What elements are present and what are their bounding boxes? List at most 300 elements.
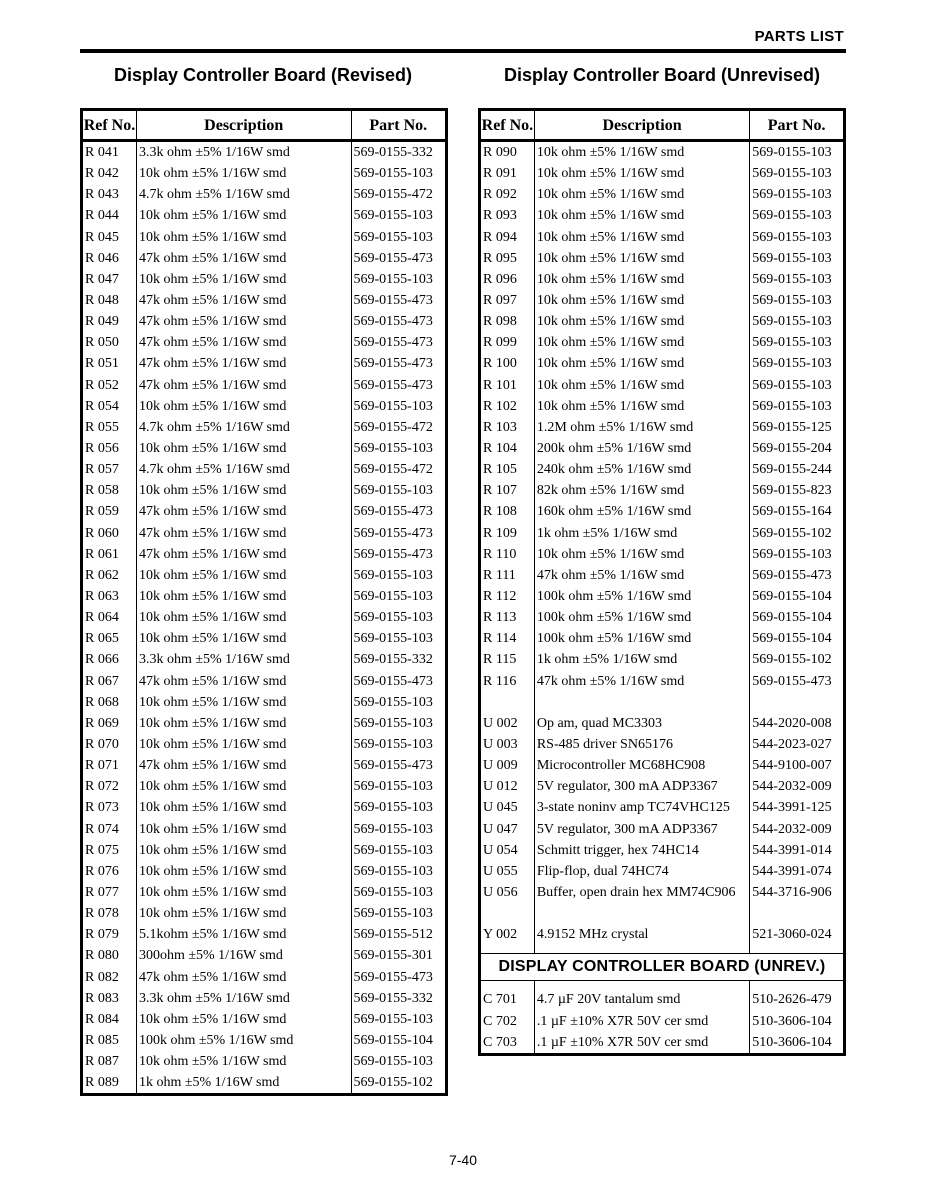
ref-cell: R 071	[85, 758, 119, 774]
ref-cell: R 054	[85, 398, 119, 414]
table-row	[82, 375, 447, 396]
part-no-cell: 569-0155-103	[750, 184, 845, 205]
left-parts-table	[80, 108, 448, 1096]
ref-cell: R 093	[483, 208, 517, 224]
description-cell: 10k ohm ±5% 1/16W smd	[136, 586, 351, 607]
description-cell: 47k ohm ±5% 1/16W smd	[534, 671, 749, 692]
description-cell: 10k ohm ±5% 1/16W smd	[136, 565, 351, 586]
description-cell: 3-state noninv amp TC74VHC125	[534, 797, 749, 818]
description-cell: 47k ohm ±5% 1/16W smd	[136, 332, 351, 353]
table-row	[82, 396, 447, 417]
description-cell: 10k ohm ±5% 1/16W smd	[136, 438, 351, 459]
table-row	[480, 861, 845, 882]
table-row	[480, 205, 845, 226]
part-no-cell: 510-2626-479	[750, 989, 845, 1010]
description-cell: 4.7k ohm ±5% 1/16W smd	[136, 417, 351, 438]
description-cell: 1k ohm ±5% 1/16W smd	[534, 523, 749, 544]
ref-cell: R 064	[85, 610, 119, 626]
table-row	[480, 332, 845, 353]
part-no-cell: 569-0155-102	[351, 1072, 447, 1095]
table-row	[82, 1030, 447, 1051]
part-no-cell: 569-0155-473	[351, 332, 447, 353]
description-cell: 10k ohm ±5% 1/16W smd	[534, 184, 749, 205]
description-cell: 82k ohm ±5% 1/16W smd	[534, 480, 749, 501]
ref-cell: R 114	[483, 631, 517, 647]
ref-cell: R 069	[85, 715, 119, 731]
table-row	[480, 248, 845, 269]
left-table-title: Display Controller Board (Revised)	[113, 65, 413, 85]
part-no-cell: 569-0155-103	[750, 227, 845, 248]
description-cell: 4.9152 MHz crystal	[534, 924, 749, 945]
part-no-cell: 569-0155-103	[750, 353, 845, 374]
ref-cell: U 056	[483, 884, 518, 900]
part-no-cell: 544-3991-125	[750, 797, 845, 818]
description-cell: 100k ohm ±5% 1/16W smd	[534, 586, 749, 607]
table-row	[82, 227, 447, 248]
part-no-cell: 569-0155-103	[750, 205, 845, 226]
part-no-cell: 510-3606-104	[750, 1010, 845, 1031]
description-cell: Microcontroller MC68HC908	[534, 755, 749, 776]
table-row	[82, 163, 447, 184]
table-row	[480, 1032, 845, 1055]
description-cell: Op am, quad MC3303	[534, 713, 749, 734]
part-no-cell: 521-3060-024	[750, 924, 845, 945]
part-no-cell: 569-0155-473	[351, 311, 447, 332]
table-row	[82, 1009, 447, 1030]
description-cell: 47k ohm ±5% 1/16W smd	[136, 671, 351, 692]
part-no-cell: 569-0155-332	[351, 141, 447, 164]
ref-cell: R 070	[85, 737, 119, 752]
ref-cell: R 043	[85, 187, 119, 203]
part-no-cell: 569-0155-103	[351, 734, 447, 755]
ref-cell: R 078	[85, 906, 119, 922]
section-heading: DISPLAY CONTROLLER BOARD (UNREV.)	[480, 954, 845, 981]
description-cell: 4.7k ohm ±5% 1/16W smd	[136, 459, 351, 480]
description-cell: 10k ohm ±5% 1/16W smd	[136, 776, 351, 797]
table-row	[480, 755, 845, 776]
ref-cell: R 052	[85, 377, 119, 393]
part-no-cell: 569-0155-332	[351, 988, 447, 1009]
ref-cell: C 702	[483, 1013, 517, 1029]
table-header-row	[480, 110, 845, 141]
part-no-cell: 569-0155-103	[351, 565, 447, 586]
part-no-cell: 569-0155-103	[750, 141, 845, 164]
table-row	[82, 353, 447, 374]
ref-cell: R 082	[85, 969, 119, 985]
part-no-cell: 569-0155-103	[351, 1051, 447, 1072]
description-cell: 300ohm ±5% 1/16W smd	[136, 945, 351, 966]
section-header: PARTS LIST	[754, 28, 844, 45]
part-no-cell: 569-0155-103	[351, 861, 447, 882]
description-cell: 10k ohm ±5% 1/16W smd	[534, 311, 749, 332]
ref-cell: R 075	[85, 842, 119, 858]
description-cell: 100k ohm ±5% 1/16W smd	[136, 1030, 351, 1051]
ref-cell: R 047	[85, 271, 119, 287]
section-heading-row	[480, 954, 845, 981]
description-cell: 1.2M ohm ±5% 1/16W smd	[534, 417, 749, 438]
part-no-cell: 569-0155-103	[351, 692, 447, 713]
part-no-cell: 569-0155-103	[351, 840, 447, 861]
table-row	[480, 713, 845, 734]
ref-cell: R 065	[85, 631, 119, 647]
ref-cell: R 062	[85, 567, 119, 583]
ref-cell: R 109	[483, 525, 517, 541]
table-row	[82, 248, 447, 269]
description-cell: 10k ohm ±5% 1/16W smd	[136, 861, 351, 882]
table-row	[480, 417, 845, 438]
part-no-cell: 569-0155-473	[351, 755, 447, 776]
part-no-cell: 544-2032-009	[750, 776, 845, 797]
blank-row	[480, 945, 845, 954]
part-no-cell: 569-0155-104	[351, 1030, 447, 1051]
part-no-cell: 569-0155-104	[750, 586, 845, 607]
part-no-cell: 569-0155-103	[750, 248, 845, 269]
part-no-cell: 569-0155-103	[351, 163, 447, 184]
ref-cell: R 080	[85, 948, 119, 964]
part-no-cell: 569-0155-204	[750, 438, 845, 459]
empty-cell	[534, 981, 749, 990]
table-row	[480, 776, 845, 797]
ref-cell: R 102	[483, 398, 517, 414]
table-row	[480, 438, 845, 459]
part-no-cell: 569-0155-103	[351, 607, 447, 628]
ref-cell: R 095	[483, 250, 517, 266]
ref-cell: R 098	[483, 314, 517, 330]
page-number: 7-40	[448, 1152, 478, 1168]
description-cell: RS-485 driver SN65176	[534, 734, 749, 755]
table-row	[82, 966, 447, 987]
part-no-cell: 569-0155-472	[351, 184, 447, 205]
ref-cell: R 116	[483, 673, 517, 689]
part-no-cell: 569-0155-473	[351, 523, 447, 544]
description-cell: 10k ohm ±5% 1/16W smd	[136, 882, 351, 903]
description-cell: 5V regulator, 300 mA ADP3367	[534, 819, 749, 840]
part-no-cell: 569-0155-125	[750, 417, 845, 438]
table-row	[82, 311, 447, 332]
ref-cell: R 101	[483, 377, 517, 393]
table-row	[82, 523, 447, 544]
table-row	[82, 184, 447, 205]
table-row	[82, 819, 447, 840]
description-cell: 10k ohm ±5% 1/16W smd	[136, 163, 351, 184]
part-no-cell: 569-0155-103	[351, 903, 447, 924]
part-no-cell: 569-0155-103	[351, 776, 447, 797]
empty-cell	[480, 692, 535, 713]
table-row	[480, 396, 845, 417]
part-no-cell: 569-0155-103	[351, 396, 447, 417]
table-row	[82, 734, 447, 755]
description-cell: 10k ohm ±5% 1/16W smd	[136, 713, 351, 734]
part-no-cell: 569-0155-103	[750, 396, 845, 417]
table-row	[82, 776, 447, 797]
description-cell: 200k ohm ±5% 1/16W smd	[534, 438, 749, 459]
part-no-cell: 544-9100-007	[750, 755, 845, 776]
ref-cell: U 047	[483, 821, 518, 837]
part-no-cell: 569-0155-103	[750, 375, 845, 396]
table-row	[480, 227, 845, 248]
description-cell: Flip-flop, dual 74HC74	[534, 861, 749, 882]
description-cell: 10k ohm ±5% 1/16W smd	[136, 628, 351, 649]
ref-cell: R 048	[85, 293, 119, 309]
ref-cell: R 051	[85, 356, 119, 372]
ref-cell: R 066	[85, 652, 119, 668]
ref-cell: R 049	[85, 314, 119, 330]
ref-cell: R 077	[85, 884, 119, 900]
part-no-cell: 544-2032-009	[750, 819, 845, 840]
description-cell: 10k ohm ±5% 1/16W smd	[534, 353, 749, 374]
part-no-cell: 569-0155-103	[351, 882, 447, 903]
ref-cell: U 003	[483, 737, 518, 752]
table-row	[480, 459, 845, 480]
table-row	[480, 184, 845, 205]
part-no-cell: 569-0155-103	[750, 332, 845, 353]
ref-cell: U 055	[483, 863, 518, 879]
ref-cell: R 090	[483, 145, 517, 161]
ref-cell: R 067	[85, 673, 119, 689]
description-cell: 10k ohm ±5% 1/16W smd	[136, 607, 351, 628]
part-no-cell: 544-3991-074	[750, 861, 845, 882]
table-row	[480, 819, 845, 840]
ref-cell: C 703	[483, 1034, 517, 1050]
part-no-cell: 544-2023-027	[750, 734, 845, 755]
description-cell: 10k ohm ±5% 1/16W smd	[136, 205, 351, 226]
ref-cell: R 046	[85, 250, 119, 266]
ref-cell: R 041	[85, 145, 119, 161]
description-cell: 10k ohm ±5% 1/16W smd	[534, 141, 749, 164]
table-row	[480, 353, 845, 374]
ref-cell: R 113	[483, 610, 517, 626]
table-row	[82, 903, 447, 924]
description-cell: 160k ohm ±5% 1/16W smd	[534, 501, 749, 522]
empty-cell	[534, 692, 749, 713]
description-cell: 10k ohm ±5% 1/16W smd	[136, 734, 351, 755]
description-cell: 10k ohm ±5% 1/16W smd	[534, 396, 749, 417]
ref-cell: R 111	[483, 567, 516, 583]
part-no-cell: 569-0155-104	[750, 607, 845, 628]
description-cell: 47k ohm ±5% 1/16W smd	[136, 523, 351, 544]
part-no-cell: 569-0155-473	[351, 375, 447, 396]
blank-row	[480, 692, 845, 713]
part-no-cell: 569-0155-244	[750, 459, 845, 480]
description-cell: 100k ohm ±5% 1/16W smd	[534, 628, 749, 649]
part-no-cell: 569-0155-823	[750, 480, 845, 501]
part-no-cell: 569-0155-473	[351, 966, 447, 987]
part-no-cell: 569-0155-103	[750, 311, 845, 332]
description-cell: 10k ohm ±5% 1/16W smd	[534, 269, 749, 290]
table-row	[82, 480, 447, 501]
part-no-cell: 569-0155-102	[750, 649, 845, 670]
description-cell: 100k ohm ±5% 1/16W smd	[534, 607, 749, 628]
table-row	[480, 989, 845, 1010]
empty-cell	[750, 945, 845, 954]
part-no-cell: 569-0155-102	[750, 523, 845, 544]
table-row	[480, 840, 845, 861]
column-header-description: Description	[534, 110, 749, 141]
table-row	[480, 141, 845, 164]
ref-cell: U 054	[483, 842, 518, 858]
description-cell: 10k ohm ±5% 1/16W smd	[136, 692, 351, 713]
description-cell: 1k ohm ±5% 1/16W smd	[534, 649, 749, 670]
description-cell: 47k ohm ±5% 1/16W smd	[136, 353, 351, 374]
part-no-cell: 569-0155-103	[351, 586, 447, 607]
ref-cell: R 096	[483, 271, 517, 287]
description-cell: 10k ohm ±5% 1/16W smd	[136, 1051, 351, 1072]
ref-cell: R 104	[483, 441, 517, 457]
part-no-cell: 569-0155-103	[351, 713, 447, 734]
empty-cell	[750, 981, 845, 990]
part-no-cell: 569-0155-473	[351, 671, 447, 692]
empty-cell	[534, 903, 749, 924]
table-row	[82, 438, 447, 459]
description-cell: 47k ohm ±5% 1/16W smd	[136, 755, 351, 776]
table-row	[82, 459, 447, 480]
description-cell: .1 µF ±10% X7R 50V cer smd	[534, 1010, 749, 1031]
ref-cell: R 083	[85, 990, 119, 1006]
description-cell: 47k ohm ±5% 1/16W smd	[534, 565, 749, 586]
ref-cell: R 063	[85, 589, 119, 605]
table-row	[82, 755, 447, 776]
ref-cell: Y 002	[483, 927, 518, 943]
description-cell: 3.3k ohm ±5% 1/16W smd	[136, 649, 351, 670]
table-row	[82, 649, 447, 670]
ref-cell: R 076	[85, 863, 119, 879]
description-cell: 10k ohm ±5% 1/16W smd	[136, 396, 351, 417]
ref-cell: R 085	[85, 1032, 119, 1048]
description-cell: .1 µF ±10% X7R 50V cer smd	[534, 1032, 749, 1055]
description-cell: 10k ohm ±5% 1/16W smd	[136, 480, 351, 501]
table-row	[82, 671, 447, 692]
description-cell: 10k ohm ±5% 1/16W smd	[136, 819, 351, 840]
table-row	[480, 586, 845, 607]
part-no-cell: 544-3991-014	[750, 840, 845, 861]
description-cell: 10k ohm ±5% 1/16W smd	[534, 205, 749, 226]
right-table-title: Display Controller Board (Unrevised)	[503, 65, 821, 85]
ref-cell: R 073	[85, 800, 119, 816]
table-row	[480, 544, 845, 565]
part-no-cell: 544-2020-008	[750, 713, 845, 734]
part-no-cell: 569-0155-103	[351, 819, 447, 840]
part-no-cell: 569-0155-103	[351, 1009, 447, 1030]
part-no-cell: 569-0155-103	[750, 544, 845, 565]
ref-cell: U 002	[483, 715, 518, 731]
part-no-cell: 569-0155-301	[351, 945, 447, 966]
ref-cell: R 058	[85, 483, 119, 499]
part-no-cell: 569-0155-164	[750, 501, 845, 522]
description-cell: 47k ohm ±5% 1/16W smd	[136, 544, 351, 565]
part-no-cell: 569-0155-103	[351, 797, 447, 818]
empty-cell	[534, 945, 749, 954]
table-row	[480, 734, 845, 755]
table-row	[82, 501, 447, 522]
description-cell: 10k ohm ±5% 1/16W smd	[136, 797, 351, 818]
table-row	[480, 375, 845, 396]
column-header-part-no: Part No.	[351, 110, 447, 141]
table-row	[480, 163, 845, 184]
ref-cell: R 112	[483, 589, 517, 605]
part-no-cell: 569-0155-103	[750, 290, 845, 311]
description-cell: 10k ohm ±5% 1/16W smd	[534, 375, 749, 396]
part-no-cell: 569-0155-472	[351, 459, 447, 480]
table-row	[480, 924, 845, 945]
table-row	[82, 141, 447, 164]
part-no-cell: 569-0155-473	[351, 290, 447, 311]
description-cell: 240k ohm ±5% 1/16W smd	[534, 459, 749, 480]
table-row	[480, 311, 845, 332]
part-no-cell: 510-3606-104	[750, 1032, 845, 1055]
table-row	[82, 945, 447, 966]
description-cell: 10k ohm ±5% 1/16W smd	[534, 248, 749, 269]
description-cell: 10k ohm ±5% 1/16W smd	[534, 544, 749, 565]
table-row	[82, 586, 447, 607]
table-row	[480, 649, 845, 670]
table-row	[480, 671, 845, 692]
table-row	[82, 1051, 447, 1072]
description-cell: Schmitt trigger, hex 74HC14	[534, 840, 749, 861]
description-cell: 47k ohm ±5% 1/16W smd	[136, 248, 351, 269]
ref-cell: R 089	[85, 1075, 119, 1091]
table-row	[82, 861, 447, 882]
part-no-cell: 569-0155-473	[351, 501, 447, 522]
ref-cell: R 061	[85, 546, 119, 562]
table-row	[82, 713, 447, 734]
description-cell: 3.3k ohm ±5% 1/16W smd	[136, 988, 351, 1009]
ref-cell: R 105	[483, 462, 517, 478]
blank-row	[480, 903, 845, 924]
description-cell: Buffer, open drain hex MM74C906	[534, 882, 749, 903]
table-row	[82, 692, 447, 713]
table-row	[82, 628, 447, 649]
part-no-cell: 569-0155-103	[750, 269, 845, 290]
description-cell: 1k ohm ±5% 1/16W smd	[136, 1072, 351, 1095]
description-cell: 47k ohm ±5% 1/16W smd	[136, 501, 351, 522]
ref-cell: R 045	[85, 229, 119, 245]
ref-cell: C 701	[483, 992, 517, 1008]
ref-cell: R 042	[85, 166, 119, 182]
description-cell: 5.1kohm ±5% 1/16W smd	[136, 924, 351, 945]
table-row	[82, 882, 447, 903]
ref-cell: R 100	[483, 356, 517, 372]
ref-cell: R 110	[483, 546, 517, 562]
table-row	[480, 882, 845, 903]
part-no-cell: 569-0155-473	[351, 544, 447, 565]
ref-cell: R 094	[483, 229, 517, 245]
table-row	[82, 290, 447, 311]
description-cell: 10k ohm ±5% 1/16W smd	[534, 163, 749, 184]
empty-cell	[480, 945, 535, 954]
part-no-cell: 569-0155-103	[351, 205, 447, 226]
ref-cell: R 074	[85, 821, 119, 837]
table-row	[480, 607, 845, 628]
ref-cell: R 108	[483, 504, 517, 520]
table-row	[82, 988, 447, 1009]
table-row	[82, 840, 447, 861]
table-row	[480, 523, 845, 544]
table-row	[82, 269, 447, 290]
part-no-cell: 569-0155-103	[750, 163, 845, 184]
description-cell: 10k ohm ±5% 1/16W smd	[136, 903, 351, 924]
ref-cell: R 097	[483, 293, 517, 309]
description-cell: 10k ohm ±5% 1/16W smd	[534, 332, 749, 353]
table-row	[480, 1010, 845, 1031]
ref-cell: R 103	[483, 419, 517, 435]
empty-cell	[480, 981, 535, 990]
description-cell: 10k ohm ±5% 1/16W smd	[136, 840, 351, 861]
ref-cell: R 068	[85, 694, 119, 710]
description-cell: 10k ohm ±5% 1/16W smd	[136, 227, 351, 248]
part-no-cell: 569-0155-103	[351, 269, 447, 290]
ref-cell: R 057	[85, 462, 119, 478]
part-no-cell: 569-0155-473	[351, 248, 447, 269]
